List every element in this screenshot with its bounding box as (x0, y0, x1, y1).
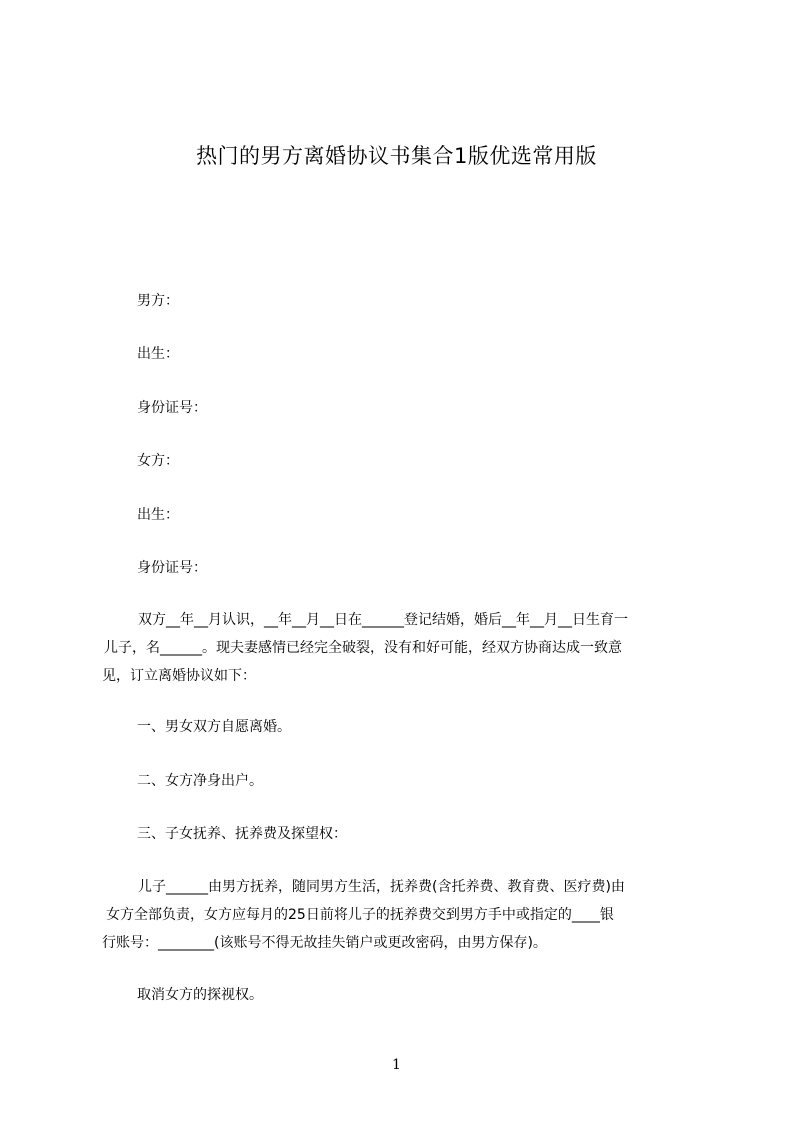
custody-line: 行账号：________(该账号不得无故挂失销户或更改密码，由男方保存)。 (102, 935, 547, 951)
page-number: 1 (392, 1057, 401, 1073)
clause-voluntary-divorce: 一、男女双方自愿离婚。 (137, 719, 291, 735)
intro-line: 见，订立离婚协议如下： (102, 668, 256, 684)
male-birth-label: 出生： (137, 346, 179, 362)
male-party-label: 男方： (137, 293, 179, 309)
custody-paragraph (102, 873, 700, 957)
document-title: 热门的男方离婚协议书集合1版优选常用版 (196, 144, 597, 168)
intro-line: 双方__年__月认识，__年__月__日在______登记结婚，婚后__年__月__日生育一 (138, 612, 628, 628)
clause-custody-heading: 三、子女抚养、抚养费及探望权： (137, 826, 347, 842)
clause-property: 二、女方净身出户。 (137, 773, 263, 789)
custody-line: 女方全部负责，女方应每月的25日前将儿子的抚养费交到男方手中或指定的____银 (106, 907, 614, 923)
intro-line: 儿子，名______。现夫妻感情已经完全破裂，没有和好可能，经双方协商达成一致意 (104, 640, 622, 656)
female-birth-label: 出生： (137, 507, 179, 523)
female-id-label: 身份证号： (137, 560, 207, 576)
female-party-label: 女方： (137, 453, 179, 469)
visitation-clause: 取消女方的探视权。 (137, 987, 263, 1003)
intro-paragraph (102, 606, 700, 690)
custody-line: 儿子______由男方抚养，随同男方生活，抚养费(含托养费、教育费、医疗费)由 (138, 879, 625, 895)
male-id-label: 身份证号： (137, 400, 207, 416)
